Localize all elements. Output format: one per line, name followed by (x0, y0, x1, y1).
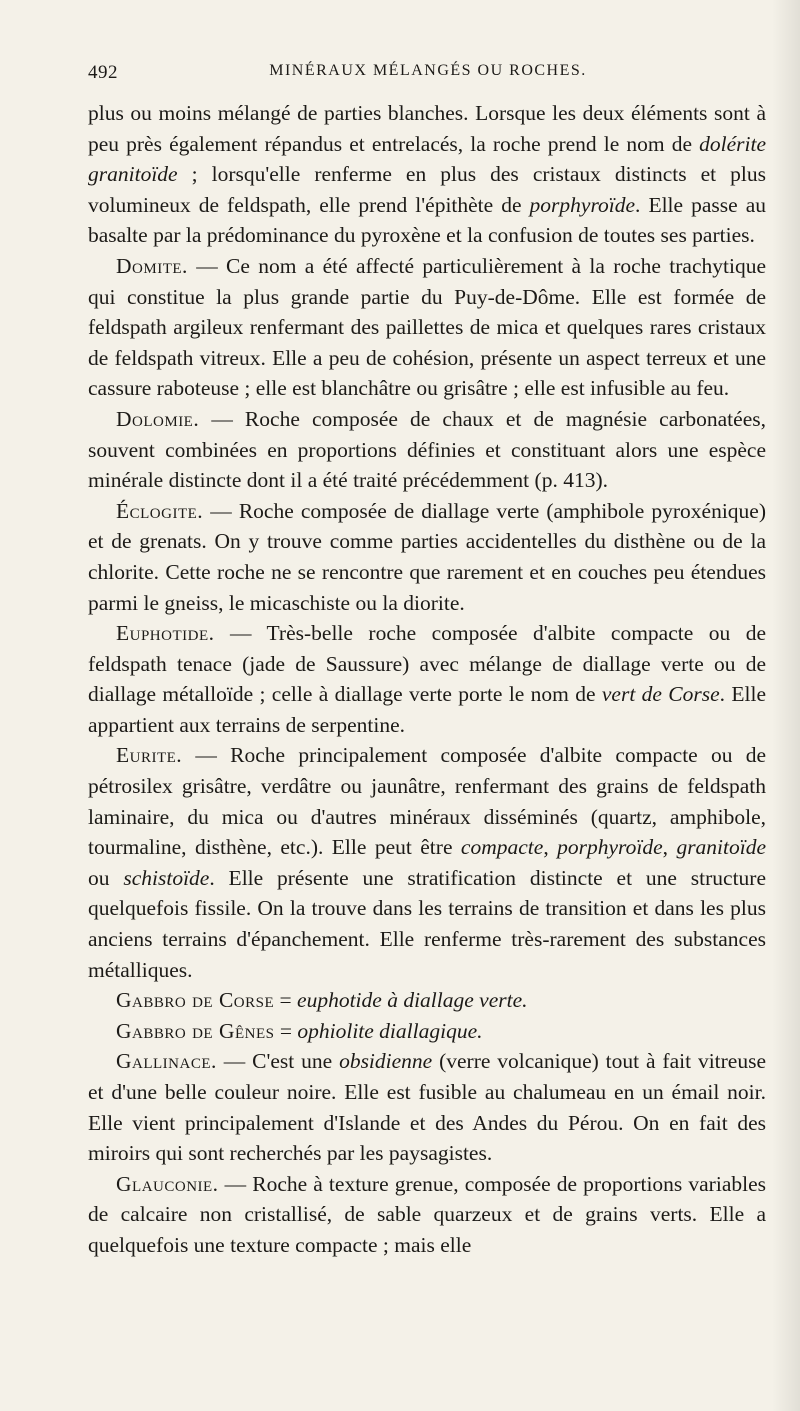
text-run: — Très-belle roche composée d'albite compacte ou de feldspath tenace (jade de Saussure) avec mélange de diallage verte ou de diallage métalloïde ; celle à diallage verte porte le nom de (88, 621, 766, 707)
page-header (88, 62, 768, 86)
entry-gallinace (88, 1046, 766, 1168)
entry-gabbro-de-genes (88, 1016, 766, 1047)
text-run: — C'est une (216, 1049, 340, 1074)
text-run: . Elle appartient aux terrains de serpentine. (88, 682, 767, 737)
text-run: , (543, 835, 558, 860)
italic-text: ophiolite diallagique. (297, 1018, 483, 1043)
entry-term: Gallinace. (116, 1049, 217, 1074)
entry-term: Gabbro de Gênes (116, 1018, 275, 1043)
entry-term: Euphotide. (116, 621, 215, 646)
page-edge-shadow (772, 0, 800, 1411)
italic-text: obsidienne (339, 1049, 433, 1074)
entry-euphotide (88, 618, 766, 740)
entry-term: Eurite. (116, 743, 183, 768)
text-run: ou (88, 865, 124, 890)
entry-glauconie (88, 1169, 766, 1261)
text-run: — Ce nom a été affecté particulièrement à la roche trachytique qui constitue la plus grande partie du Puy-de-Dôme. Elle est formée de feldspath argileux renfermant des paillettes de mica et quelques rares cristaux de feldspath vitreux. Elle a peu de cohésion, présente un aspect terreux et une cassure raboteuse ; elle est blanchâtre ou grisâtre ; elle est infusible au feu. (88, 253, 766, 401)
entry-term: Gabbro de Corse (116, 988, 275, 1013)
italic-text: porphyroïde (529, 192, 636, 217)
text-run: = (274, 988, 298, 1013)
page-number: 492 (88, 62, 118, 83)
entry-dolomie (88, 404, 766, 496)
paragraph (88, 98, 766, 251)
italic-text: compacte (460, 835, 544, 860)
entry-gabbro-de-corse (88, 985, 766, 1016)
entry-eclogite (88, 496, 766, 618)
italic-text: granitoïde (676, 835, 767, 860)
text-run: — Roche composée de diallage verte (amphibole pyroxénique) et de grenats. On y trouve comme parties accidentelles du disthène ou de la chlorite. Cette roche ne se rencontre que rarement et en couches peu étendues parmi le gneiss, le micaschiste ou la diorite. (88, 498, 766, 615)
text-run: (verre volcanique) tout à fait vitreuse et d'une belle couleur noire. Elle est fusible au chalumeau en un émail noir. Elle vient principalement d'Islande et des Andes du Pérou. On en fait des miroirs qui sont recherchés par les paysagistes. (88, 1049, 767, 1166)
body-text (88, 98, 766, 1261)
text-run: . Elle présente une stratification distincte et une structure quelquefois fissile. On la trouve dans les terrains de transition et dans les plus anciens terrains d'épanchement. Elle renferme très-rarement des substances métalliques. (88, 865, 766, 982)
text-run: — Roche principalement composée d'albite compacte ou de pétrosilex grisâtre, verdâtre ou jaunâtre, renfermant des grains de feldspath laminaire, du mica ou d'autres minéraux disséminés (quartz, amphibole, tourmaline, disthène, etc.). Elle peut être (88, 743, 766, 860)
text-run: — Roche à texture grenue, composée de proportions variables de calcaire non cristallisé, de sable quarzeux et de grains verts. Elle a quelquefois une texture compacte ; mais elle (88, 1171, 766, 1257)
text-run: ; lorsqu'elle renferme en plus des cristaux distincts et plus volumineux de feldspath, elle prend l'épithète de (88, 162, 766, 217)
text-run: plus ou moins mélangé de parties blanches. Lorsque les deux éléments sont à peu près également répandus et entrelacés, la roche prend le nom de (88, 101, 766, 156)
entry-term: Domite. (116, 253, 188, 278)
text-run: , (662, 835, 677, 860)
text-run: — Roche composée de chaux et de magnésie carbonatées, souvent combinées en proportions définies et constituant alors une espèce minérale distincte dont il a été traité précédemment (p. 413). (88, 406, 766, 493)
entry-domite (88, 251, 766, 404)
italic-text: porphyroïde (557, 835, 663, 860)
running-title: MINÉRAUX MÉLANGÉS OU ROCHES. (269, 62, 587, 79)
text-run: = (274, 1018, 298, 1043)
text-run: . Elle passe au basalte par la prédominance du pyroxène et la confusion de toutes ses parties. (88, 192, 766, 248)
entry-term: Éclogite. (116, 498, 204, 523)
italic-text: dolérite granitoïde (88, 131, 766, 187)
italic-text: schistoïde (123, 865, 210, 890)
italic-text: euphotide à diallage verte. (297, 988, 528, 1013)
entry-term: Dolomie. (116, 406, 200, 431)
entry-term: Glauconie. (116, 1171, 219, 1196)
italic-text: vert de Corse (601, 682, 720, 707)
entry-eurite (88, 740, 766, 985)
